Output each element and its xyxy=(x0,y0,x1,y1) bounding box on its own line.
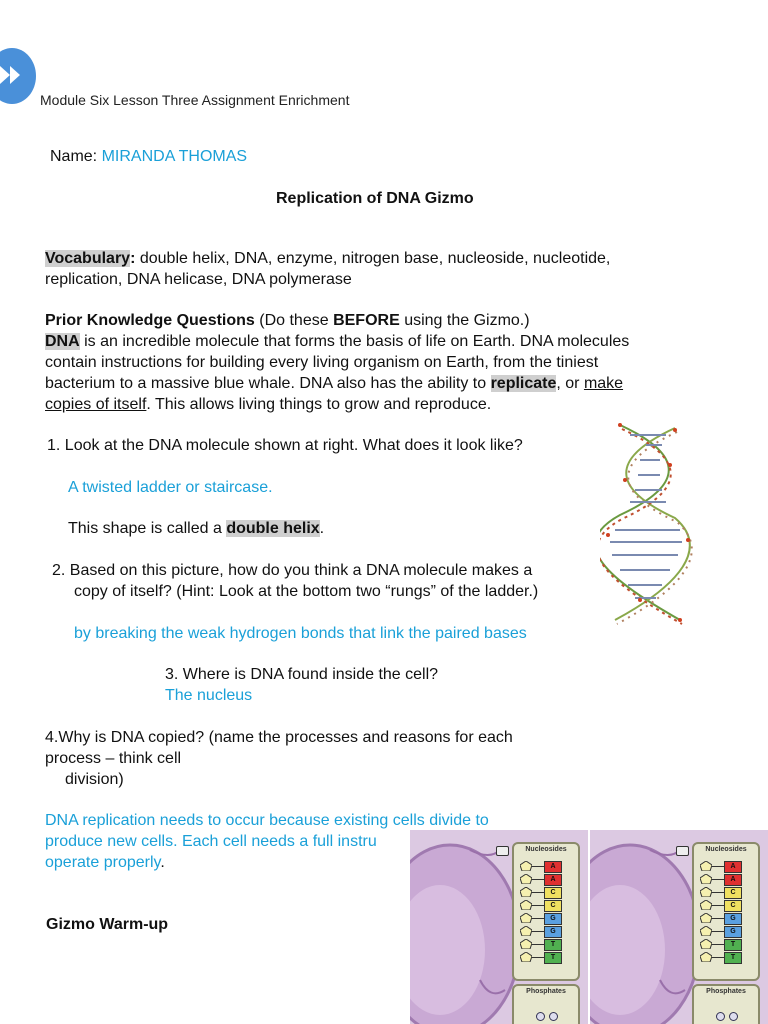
make-term: make xyxy=(583,375,624,392)
bond-line xyxy=(712,931,724,932)
module-title: Module Six Lesson Three Assignment Enrichment xyxy=(40,92,350,108)
camera-icon[interactable] xyxy=(676,846,689,856)
prior-line-1 xyxy=(45,331,629,352)
nucleoside-item[interactable] xyxy=(698,912,754,925)
bond-line xyxy=(712,944,724,945)
nucleoside-item[interactable] xyxy=(518,860,574,873)
answer-4-end: . xyxy=(160,854,165,871)
nitrogen-base-label: A xyxy=(544,861,562,873)
prior-knowledge-title: Prior Knowledge Questions xyxy=(45,312,255,329)
nucleosides-panel xyxy=(692,842,760,981)
copies-term: copies of itself xyxy=(45,396,147,413)
phosphates-panel xyxy=(512,984,580,1024)
nitrogen-base-label: G xyxy=(544,913,562,925)
bond-line xyxy=(532,905,544,906)
dna-helix-image xyxy=(600,420,700,630)
nitrogen-base-label: G xyxy=(544,926,562,938)
camera-icon[interactable] xyxy=(496,846,509,856)
sugar-pentagon-icon xyxy=(700,952,712,962)
nucleoside-item[interactable] xyxy=(698,951,754,964)
question-2-number: 2. xyxy=(52,562,66,579)
phosphate-items xyxy=(716,1008,742,1024)
sugar-pentagon-icon xyxy=(520,939,532,949)
sugar-pentagon-icon xyxy=(520,887,532,897)
document-title: Replication of DNA Gizmo xyxy=(276,190,474,207)
sugar-pentagon-icon xyxy=(520,913,532,923)
dna-term: DNA xyxy=(45,333,80,350)
nitrogen-base-label: T xyxy=(544,939,562,951)
prior-line-2: contain instructions for building every living organism on Earth, from the tiniest xyxy=(45,354,599,371)
question-2-line-1 xyxy=(52,560,532,581)
bond-line xyxy=(532,866,544,867)
bond-line xyxy=(712,905,724,906)
bond-line xyxy=(712,957,724,958)
sugar-pentagon-icon xyxy=(700,926,712,936)
prior-line-4 xyxy=(45,394,491,415)
nitrogen-base-label: G xyxy=(724,926,742,938)
vocabulary-colon: : xyxy=(130,250,136,267)
sugar-pentagon-icon xyxy=(700,887,712,897)
gizmo-warmup-heading: Gizmo Warm-up xyxy=(46,916,169,933)
question-2-line-2: copy of itself? (Hint: Look at the bottom two “rungs” of the ladder.) xyxy=(74,583,539,600)
double-helix-term: double helix xyxy=(226,520,320,537)
nucleoside-item[interactable] xyxy=(518,925,574,938)
nucleoside-item[interactable] xyxy=(518,912,574,925)
question-1-number: 1. xyxy=(47,437,61,454)
question-4-line-1: 4.Why is DNA copied? (name the processes and reasons for each xyxy=(45,729,513,746)
phosphate-item[interactable] xyxy=(716,1012,725,1021)
question-4-line-3: division) xyxy=(65,771,124,788)
nucleosides-title: Nucleosides xyxy=(525,846,567,853)
nitrogen-base-label: G xyxy=(724,913,742,925)
name-line xyxy=(50,146,247,167)
bond-line xyxy=(712,879,724,880)
question-4-line-2: process – think cell xyxy=(45,750,182,767)
phosphates-title: Phosphates xyxy=(526,988,566,995)
nucleoside-item[interactable] xyxy=(698,860,754,873)
question-1 xyxy=(47,435,523,456)
answer-4-text-3: operate properly xyxy=(45,854,161,871)
nitrogen-base-label: T xyxy=(544,952,562,964)
prior-before: BEFORE xyxy=(333,312,400,329)
question-3 xyxy=(165,664,438,685)
nucleoside-item[interactable] xyxy=(518,899,574,912)
nucleoside-list xyxy=(698,860,754,964)
nucleoside-item[interactable] xyxy=(518,873,574,886)
sugar-pentagon-icon xyxy=(700,939,712,949)
replicate-term: replicate xyxy=(490,375,557,392)
shape-text: This shape is called a xyxy=(68,520,227,537)
name-label: Name: xyxy=(50,148,98,165)
student-name: MIRANDA THOMAS xyxy=(101,148,248,165)
sugar-pentagon-icon xyxy=(700,913,712,923)
prior-text-4: . This allows living things to grow and reproduce. xyxy=(146,396,492,413)
next-page-button[interactable] xyxy=(0,48,36,104)
answer-4-line-3 xyxy=(45,852,165,873)
prior-line-3 xyxy=(45,373,623,394)
question-1-text: Look at the DNA molecule shown at right. What does it look like? xyxy=(64,437,523,454)
prior-post: using the Gizmo.) xyxy=(399,312,530,329)
question-3-number: 3. xyxy=(165,666,179,683)
sugar-pentagon-icon xyxy=(520,926,532,936)
nucleoside-item[interactable] xyxy=(698,899,754,912)
phosphate-item[interactable] xyxy=(536,1012,545,1021)
vocabulary-terms-1: double helix, DNA, enzyme, nitrogen base, nucleoside, nucleotide, xyxy=(135,250,611,267)
bond-line xyxy=(532,931,544,932)
answer-1: A twisted ladder or staircase. xyxy=(68,479,273,496)
nucleosides-panel xyxy=(512,842,580,981)
question-3-text: Where is DNA found inside the cell? xyxy=(182,666,439,683)
nucleoside-list xyxy=(518,860,574,964)
nitrogen-base-label: T xyxy=(724,939,742,951)
answer-3: The nucleus xyxy=(165,687,253,704)
sugar-pentagon-icon xyxy=(520,900,532,910)
vocabulary-label: Vocabulary xyxy=(45,250,131,267)
gizmo-screenshot-2 xyxy=(590,830,768,1024)
answer-4-line-1: DNA replication needs to occur because existing cells divide to xyxy=(45,812,489,829)
bond-line xyxy=(532,944,544,945)
shape-end: . xyxy=(319,520,325,537)
vocabulary-line-1 xyxy=(45,248,610,269)
nitrogen-base-label: C xyxy=(544,900,562,912)
bond-line xyxy=(532,918,544,919)
nitrogen-base-label: A xyxy=(544,874,562,886)
prior-knowledge-heading xyxy=(45,310,530,331)
phosphate-item[interactable] xyxy=(549,1012,558,1021)
nucleoside-item[interactable] xyxy=(698,925,754,938)
sugar-pentagon-icon xyxy=(520,952,532,962)
nucleoside-item[interactable] xyxy=(518,951,574,964)
prior-text-3: bacterium to a massive blue whale. DNA also has the ability to xyxy=(45,375,491,392)
nucleosides-title: Nucleosides xyxy=(705,846,747,853)
nucleoside-item[interactable] xyxy=(698,886,754,899)
nucleoside-item[interactable] xyxy=(698,938,754,951)
prior-text-1: is an incredible molecule that forms the basis of life on Earth. DNA molecules xyxy=(79,333,630,350)
fast-forward-icon xyxy=(0,64,22,86)
sugar-pentagon-icon xyxy=(700,861,712,871)
nitrogen-base-label: C xyxy=(544,887,562,899)
bond-line xyxy=(532,892,544,893)
nitrogen-base-label: A xyxy=(724,861,742,873)
nitrogen-base-label: C xyxy=(724,887,742,899)
prior-text-3b: , or xyxy=(556,375,584,392)
nitrogen-base-label: A xyxy=(724,874,742,886)
question-2-text-1: Based on this picture, how do you think a DNA molecule makes a xyxy=(69,562,533,579)
vocabulary-line-2: replication, DNA helicase, DNA polymerase xyxy=(45,271,352,288)
answer-2: by breaking the weak hydrogen bonds that link the paired bases xyxy=(74,625,527,642)
nitrogen-base-label: T xyxy=(724,952,742,964)
bond-line xyxy=(532,879,544,880)
nucleoside-item[interactable] xyxy=(698,873,754,886)
sugar-pentagon-icon xyxy=(520,861,532,871)
nitrogen-base-label: C xyxy=(724,900,742,912)
gizmo-screenshot-1 xyxy=(410,830,588,1024)
sugar-pentagon-icon xyxy=(700,900,712,910)
sugar-pentagon-icon xyxy=(520,874,532,884)
double-helix-line xyxy=(68,518,324,539)
phosphate-items xyxy=(536,1008,562,1024)
nucleoside-item[interactable] xyxy=(518,938,574,951)
phosphate-item[interactable] xyxy=(729,1012,738,1021)
prior-pre: (Do these xyxy=(254,312,334,329)
nucleoside-item[interactable] xyxy=(518,886,574,899)
sugar-pentagon-icon xyxy=(700,874,712,884)
bond-line xyxy=(712,892,724,893)
bond-line xyxy=(532,957,544,958)
phosphates-panel xyxy=(692,984,760,1024)
bond-line xyxy=(712,918,724,919)
phosphates-title: Phosphates xyxy=(706,988,746,995)
bond-line xyxy=(712,866,724,867)
answer-4-line-2: produce new cells. Each cell needs a full instru xyxy=(45,833,377,850)
